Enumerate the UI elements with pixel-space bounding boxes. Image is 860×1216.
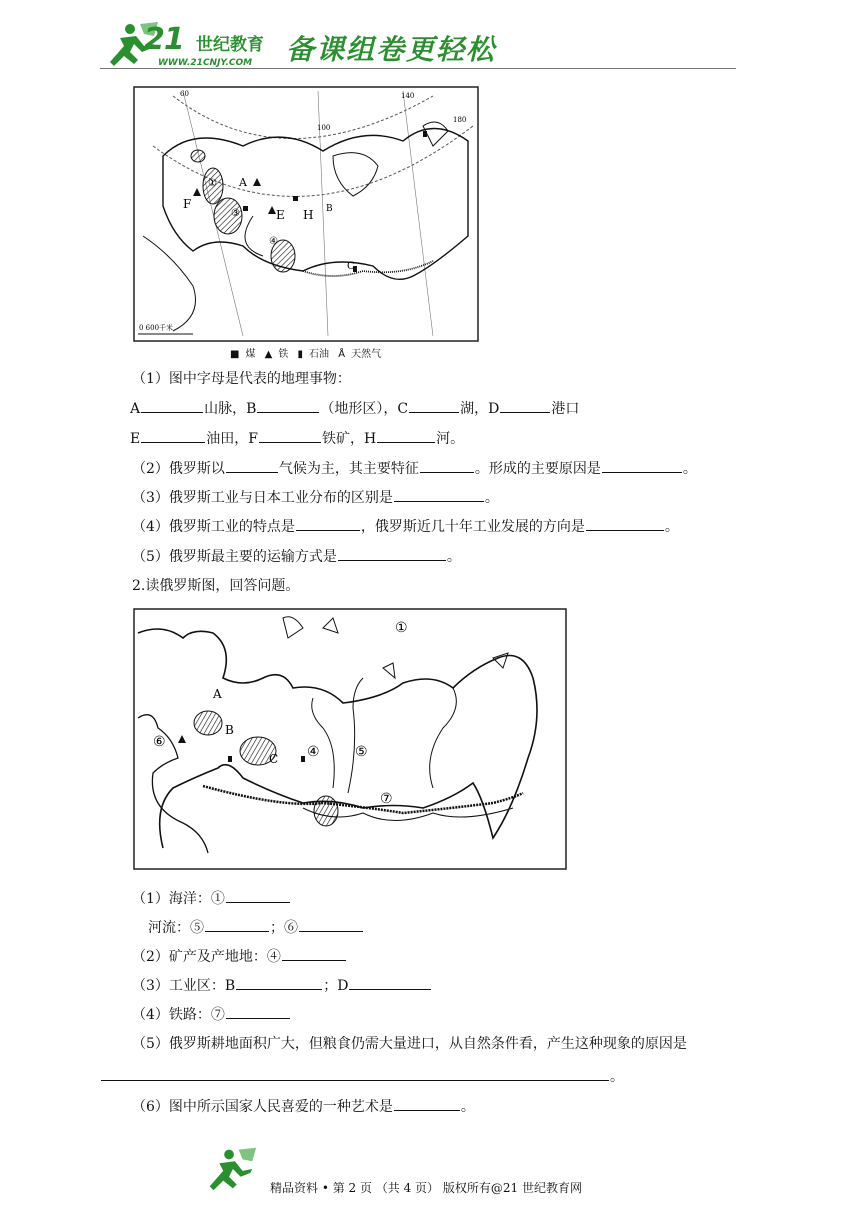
blank-river-6[interactable]: [299, 917, 363, 932]
map1-label-4: ④: [269, 236, 278, 247]
q2-railway: （4）铁路：⑦: [132, 1004, 291, 1024]
map1-lon-100: 100: [317, 124, 331, 132]
blank-grain-reason[interactable]: [101, 1066, 609, 1081]
map1-label-b: B: [326, 204, 333, 214]
map1-label-1: ①: [208, 178, 217, 189]
blank-industry-d[interactable]: [349, 975, 431, 990]
coal-icon: ■: [230, 349, 240, 360]
map2-label-4: ④: [307, 744, 320, 760]
blank-direction[interactable]: [586, 516, 664, 531]
map2-label-7: ⑦: [380, 791, 393, 807]
blank-h[interactable]: [377, 428, 435, 443]
footer-text: 精品资料 • 第 2 页 （共 4 页） 版权所有@21 世纪教育网: [270, 1181, 582, 1195]
blank-railway[interactable]: [226, 1004, 290, 1019]
blank-art[interactable]: [394, 1096, 460, 1111]
map1-lon-140: 140: [401, 92, 415, 100]
header-slogan: 备课组卷更轻松: [286, 33, 497, 66]
legend-iron: 铁: [278, 349, 289, 360]
legend-oil: 石油: [309, 349, 330, 360]
oil-icon: ▮: [297, 349, 304, 360]
q1-intro: （1）图中字母是代表的地理事物：: [132, 371, 351, 387]
blank-climate[interactable]: [226, 458, 278, 473]
legend-gas: 天然气: [351, 349, 382, 360]
q2-rivers: 河流：⑤ ；⑥: [148, 917, 364, 937]
legend-coal: 煤: [245, 349, 256, 360]
map2-label-5: ⑤: [355, 744, 368, 760]
gas-icon: Å: [338, 349, 346, 360]
runner-logo-icon: [200, 1145, 260, 1193]
q2-ocean: （1）海洋：①: [132, 888, 291, 908]
iron-icon: ▲: [264, 349, 273, 360]
map1-label-f: F: [183, 197, 192, 211]
map2-label-b: B: [225, 723, 234, 737]
q2-grain-answer: 。: [100, 1066, 624, 1086]
q1-part2: （2）俄罗斯以 气候为主，其主要特征 。形成的主要原因是 。: [132, 458, 697, 478]
map1-label-h: H: [303, 208, 314, 222]
map1-legend: [230, 345, 387, 360]
q2-grain: （5）俄罗斯耕地面积广大，但粮食仍需大量进口，从自然条件看，产生这种现象的原因是: [132, 1036, 687, 1052]
blank-e[interactable]: [141, 428, 205, 443]
q1-part3: （3）俄罗斯工业与日本工业分布的区别是 。: [132, 487, 499, 507]
map2-label-a: A: [213, 687, 222, 701]
blank-industry-b[interactable]: [236, 975, 322, 990]
q1-part5: （5）俄罗斯最主要的运输方式是 。: [132, 546, 461, 566]
q2-industry: （3）工业区：B ；D: [132, 975, 432, 995]
page-footer: [200, 1145, 700, 1195]
header-divider: [100, 68, 736, 69]
blank-river-5[interactable]: [205, 917, 269, 932]
map1-label-3: ③: [231, 208, 240, 219]
blank-transport[interactable]: [338, 546, 446, 561]
blank-industry-feature[interactable]: [296, 516, 360, 531]
map1-lon-180: 180: [453, 116, 467, 124]
q1-row1: A 山脉，B （地形区），C 湖，D 港口: [130, 398, 579, 418]
q1-part4: （4）俄罗斯工业的特点是 ，俄罗斯近几十年工业发展的方向是 。: [132, 516, 679, 536]
blank-ocean[interactable]: [226, 888, 290, 903]
map1-lon-60: 60: [180, 90, 189, 98]
q1-row2: E 油田，F 铁矿，H 河。: [130, 428, 464, 448]
russia-resources-map: [133, 86, 479, 342]
blank-f[interactable]: [259, 428, 321, 443]
russia-outline-map: [133, 608, 567, 870]
map1-label-a: A: [239, 176, 247, 189]
blank-mineral[interactable]: [282, 946, 346, 961]
map2-label-c: C: [269, 752, 279, 766]
logo-number: 21: [144, 22, 184, 57]
map1-label-c: C: [347, 261, 355, 272]
blank-reason[interactable]: [602, 458, 682, 473]
map1-scale: 0 600千米: [139, 324, 174, 332]
blank-feature[interactable]: [420, 458, 474, 473]
map2-label-6: ⑥: [153, 734, 166, 750]
blank-d[interactable]: [500, 398, 550, 413]
blank-a[interactable]: [141, 398, 203, 413]
map2-label-1: ①: [395, 620, 408, 636]
q2-minerals: （2）矿产及产地地：④: [132, 946, 347, 966]
page-header: [100, 18, 736, 70]
logo-text: 世纪教育: [196, 35, 264, 55]
q2-title: 2.读俄罗斯图，回答问题。: [132, 578, 300, 594]
blank-difference[interactable]: [394, 487, 484, 502]
map1-label-e: E: [276, 208, 285, 222]
logo-url: WWW.21CNJY.COM: [158, 58, 253, 68]
blank-c[interactable]: [409, 398, 459, 413]
q2-art: （6）图中所示国家人民喜爱的一种艺术是 。: [132, 1096, 475, 1116]
blank-b[interactable]: [257, 398, 319, 413]
